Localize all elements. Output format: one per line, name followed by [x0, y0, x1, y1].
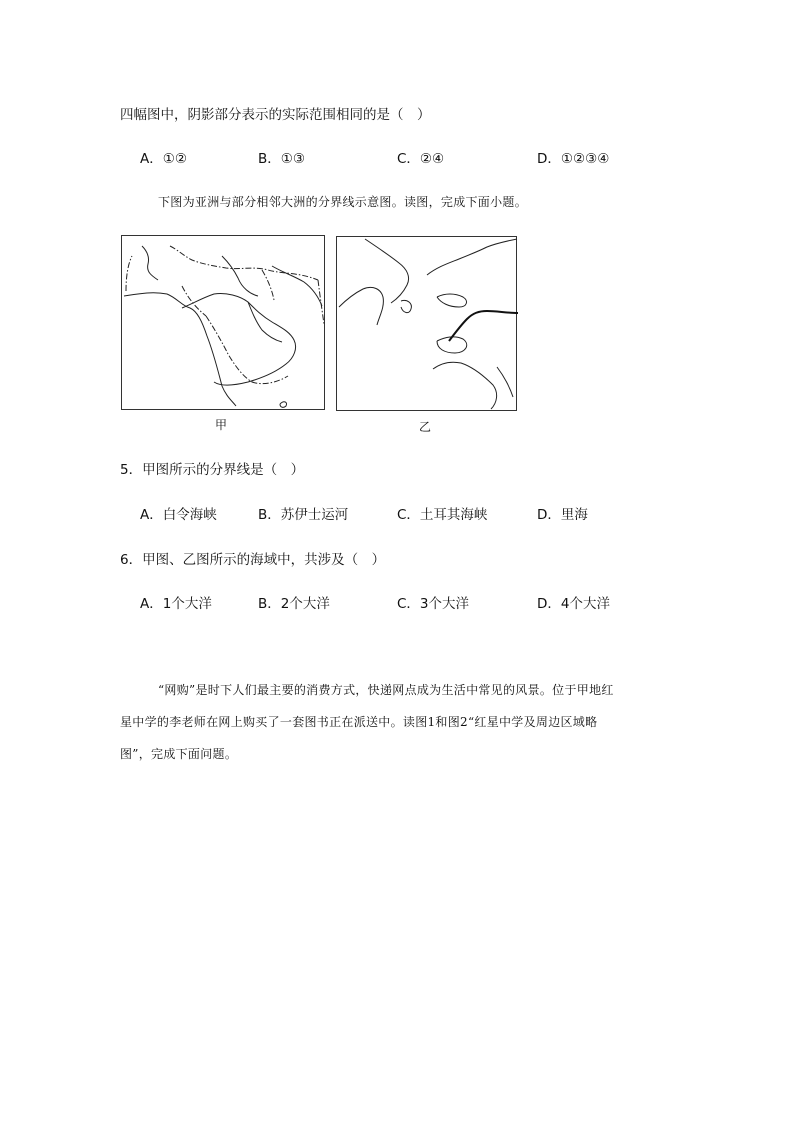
map-jia [121, 235, 325, 410]
question-5-option-a[interactable]: A．白令海峡 [140, 507, 217, 523]
question-4-option-a[interactable]: A．①② [140, 151, 187, 167]
question-6-option-a[interactable]: A．1个大洋 [140, 596, 212, 612]
question-5-stem: 5．甲图所示的分界线是（ ） [120, 462, 305, 478]
question-6-option-d[interactable]: D．4个大洋 [537, 596, 610, 612]
figure-intro-text: 下图为亚洲与部分相邻大洲的分界线示意图。读图，完成下面小题。 [158, 195, 528, 209]
map-yi [336, 236, 517, 411]
question-6-option-b[interactable]: B．2个大洋 [258, 596, 330, 612]
question-5-option-b[interactable]: B．苏伊士运河 [258, 507, 349, 523]
question-5-option-c[interactable]: C．土耳其海峡 [397, 507, 488, 523]
question-4-option-d[interactable]: D．①②③④ [537, 151, 610, 167]
map-yi-drawing [337, 237, 518, 412]
question-4-stem: 四幅图中，阴影部分表示的实际范围相同的是（ ） [120, 107, 431, 123]
passage-line-3: 图”，完成下面问题。 [120, 747, 238, 761]
question-5-option-d[interactable]: D．里海 [537, 507, 588, 523]
map-yi-caption: 乙 [419, 420, 432, 434]
map-jia-caption: 甲 [215, 418, 228, 432]
passage-line-1: “网购”是时下人们最主要的消费方式，快递网点成为生活中常见的风景。位于甲地红 [158, 683, 614, 697]
passage-line-2: 星中学的李老师在网上购买了一套图书正在派送中。读图1和图2“红星中学及周边区域略 [120, 715, 598, 729]
map-jia-drawing [122, 236, 326, 411]
question-4-option-b[interactable]: B．①③ [258, 151, 305, 167]
question-6-option-c[interactable]: C．3个大洋 [397, 596, 470, 612]
question-4-option-c[interactable]: C．②④ [397, 151, 445, 167]
question-6-stem: 6．甲图、乙图所示的海域中，共涉及（ ） [120, 552, 386, 568]
